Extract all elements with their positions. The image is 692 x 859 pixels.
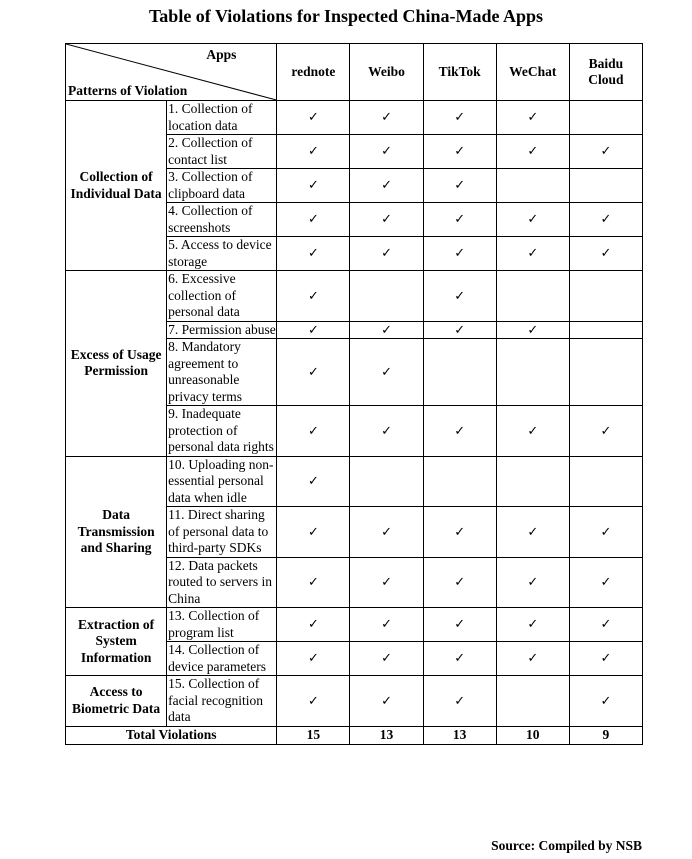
table-body: [66, 101, 643, 727]
app-header-baidu-cloud: Baidu Cloud: [569, 44, 642, 101]
mark-cell-weibo: [350, 135, 423, 169]
mark-cell-tiktok: [423, 101, 496, 135]
mark-cell-wechat: [496, 456, 569, 507]
checkmark-icon: ✓: [381, 650, 392, 666]
mark-cell-tiktok: [423, 456, 496, 507]
patterns-axis-label: Patterns of Violation: [68, 82, 188, 98]
checkmark-icon: ✓: [600, 422, 612, 438]
table-row: [66, 271, 643, 322]
mark-cell-tiktok: [423, 271, 496, 322]
mark-cell-rednote: [277, 406, 350, 457]
pattern-cell: 4. Collection of screenshots: [167, 203, 277, 237]
checkmark-icon: ✓: [454, 616, 466, 632]
mark-cell-tiktok: [423, 321, 496, 339]
mark-cell-baidu-cloud: [569, 101, 642, 135]
mark-cell-rednote: [277, 169, 350, 203]
mark-cell-tiktok: [423, 557, 496, 608]
mark-cell-wechat: [496, 507, 569, 558]
totals-row: [66, 726, 643, 744]
mark-cell-baidu-cloud: [569, 237, 642, 271]
checkmark-icon: ✓: [381, 574, 392, 589]
checkmark-icon: ✓: [307, 422, 319, 438]
checkmark-icon: ✓: [381, 422, 392, 438]
checkmark-icon: ✓: [307, 211, 319, 227]
violations-table: [65, 43, 643, 745]
checkmark-icon: ✓: [454, 321, 466, 337]
mark-cell-weibo: [350, 676, 423, 727]
mark-cell-weibo: [350, 237, 423, 271]
mark-cell-wechat: [496, 642, 569, 676]
category-cell: Collection of Individual Data: [66, 101, 167, 271]
total-weibo: 13: [350, 726, 423, 744]
checkmark-icon: ✓: [381, 321, 392, 337]
mark-cell-weibo: [350, 203, 423, 237]
pattern-cell: 10. Uploading non-essential personal data when idle: [167, 456, 277, 507]
mark-cell-wechat: [496, 237, 569, 271]
total-tiktok: 13: [423, 726, 496, 744]
checkmark-icon: ✓: [600, 143, 612, 159]
mark-cell-wechat: [496, 271, 569, 322]
checkmark-icon: ✓: [600, 692, 612, 708]
mark-cell-wechat: [496, 203, 569, 237]
mark-cell-tiktok: [423, 169, 496, 203]
mark-cell-rednote: [277, 339, 350, 406]
mark-cell-weibo: [350, 456, 423, 507]
checkmark-icon: ✓: [600, 616, 612, 632]
checkmark-icon: ✓: [307, 523, 319, 539]
mark-cell-baidu-cloud: [569, 676, 642, 727]
pattern-cell: 5. Access to device storage: [167, 237, 277, 271]
mark-cell-tiktok: [423, 339, 496, 406]
mark-cell-wechat: [496, 339, 569, 406]
mark-cell-weibo: [350, 642, 423, 676]
mark-cell-rednote: [277, 456, 350, 507]
mark-cell-baidu-cloud: [569, 339, 642, 406]
mark-cell-baidu-cloud: [569, 642, 642, 676]
checkmark-icon: ✓: [454, 287, 466, 303]
checkmark-icon: ✓: [381, 211, 392, 227]
table-title: Table of Violations for Inspected China-Made Apps: [148, 6, 544, 26]
pattern-cell: 15. Collection of facial recognition data: [167, 676, 277, 727]
mark-cell-weibo: [350, 271, 423, 322]
checkmark-icon: ✓: [527, 574, 539, 589]
checkmark-icon: ✓: [454, 422, 466, 438]
apps-axis-label: Apps: [206, 47, 237, 62]
pattern-cell: 2. Collection of contact list: [167, 135, 277, 169]
checkmark-icon: ✓: [600, 650, 612, 666]
checkmark-icon: ✓: [307, 177, 319, 193]
mark-cell-wechat: [496, 676, 569, 727]
pattern-cell: 13. Collection of program list: [167, 608, 277, 642]
pattern-cell: 9. Inadequate protection of personal data rights: [167, 406, 277, 457]
checkmark-icon: ✓: [381, 177, 392, 193]
mark-cell-wechat: [496, 101, 569, 135]
mark-cell-wechat: [496, 557, 569, 608]
checkmark-icon: ✓: [307, 287, 319, 303]
mark-cell-weibo: [350, 406, 423, 457]
mark-cell-baidu-cloud: [569, 321, 642, 339]
checkmark-icon: ✓: [600, 523, 612, 539]
mark-cell-tiktok: [423, 507, 496, 558]
mark-cell-rednote: [277, 271, 350, 322]
app-header-tiktok: TikTok: [423, 44, 496, 101]
category-cell: Excess of Usage Permission: [66, 271, 167, 457]
pattern-cell: 14. Collection of device parameters: [167, 642, 277, 676]
checkmark-icon: ✓: [600, 245, 612, 261]
checkmark-icon: ✓: [307, 692, 319, 708]
checkmark-icon: ✓: [454, 177, 466, 193]
mark-cell-baidu-cloud: [569, 169, 642, 203]
checkmark-icon: ✓: [527, 321, 539, 337]
mark-cell-baidu-cloud: [569, 456, 642, 507]
pattern-cell: 3. Collection of clipboard data: [167, 169, 277, 203]
checkmark-icon: ✓: [381, 245, 392, 261]
checkmark-icon: ✓: [527, 109, 539, 125]
mark-cell-rednote: [277, 557, 350, 608]
app-header-weibo: Weibo: [350, 44, 423, 101]
mark-cell-tiktok: [423, 642, 496, 676]
checkmark-icon: ✓: [454, 650, 466, 666]
mark-cell-tiktok: [423, 676, 496, 727]
mark-cell-baidu-cloud: [569, 203, 642, 237]
checkmark-icon: ✓: [527, 245, 539, 261]
table-row: [66, 608, 643, 642]
checkmark-icon: ✓: [600, 574, 612, 589]
table-row: [66, 456, 643, 507]
checkmark-icon: ✓: [454, 692, 466, 708]
checkmark-icon: ✓: [307, 321, 319, 337]
checkmark-icon: ✓: [527, 211, 539, 227]
mark-cell-baidu-cloud: [569, 557, 642, 608]
checkmark-icon: ✓: [307, 650, 319, 666]
mark-cell-rednote: [277, 203, 350, 237]
checkmark-icon: ✓: [454, 143, 466, 159]
checkmark-icon: ✓: [307, 473, 319, 488]
checkmark-icon: ✓: [307, 616, 319, 632]
mark-cell-baidu-cloud: [569, 608, 642, 642]
checkmark-icon: ✓: [381, 363, 392, 379]
mark-cell-weibo: [350, 507, 423, 558]
table-row: [66, 676, 643, 727]
checkmark-icon: ✓: [307, 143, 319, 159]
mark-cell-weibo: [350, 321, 423, 339]
checkmark-icon: ✓: [454, 574, 466, 589]
checkmark-icon: ✓: [527, 616, 539, 632]
checkmark-icon: ✓: [381, 523, 392, 539]
source-note: Source: Compiled by NSB: [491, 838, 642, 853]
mark-cell-rednote: [277, 507, 350, 558]
total-wechat: 10: [496, 726, 569, 744]
checkmark-icon: ✓: [454, 211, 466, 227]
checkmark-icon: ✓: [527, 143, 539, 159]
mark-cell-weibo: [350, 101, 423, 135]
pattern-cell: 6. Excessive collection of personal data: [167, 271, 277, 322]
total-violations-label: Total Violations: [66, 726, 277, 744]
mark-cell-rednote: [277, 608, 350, 642]
mark-cell-wechat: [496, 406, 569, 457]
mark-cell-baidu-cloud: [569, 406, 642, 457]
category-cell: Extraction of System Information: [66, 608, 167, 676]
mark-cell-tiktok: [423, 608, 496, 642]
checkmark-icon: ✓: [307, 109, 319, 125]
mark-cell-tiktok: [423, 135, 496, 169]
mark-cell-baidu-cloud: [569, 135, 642, 169]
checkmark-icon: ✓: [527, 523, 539, 539]
mark-cell-rednote: [277, 135, 350, 169]
total-rednote: 15: [277, 726, 350, 744]
checkmark-icon: ✓: [381, 616, 392, 632]
mark-cell-weibo: [350, 169, 423, 203]
mark-cell-wechat: [496, 135, 569, 169]
checkmark-icon: ✓: [527, 422, 539, 438]
mark-cell-rednote: [277, 237, 350, 271]
checkmark-icon: ✓: [454, 245, 466, 261]
mark-cell-weibo: [350, 557, 423, 608]
category-cell: Data Transmission and Sharing: [66, 456, 167, 608]
checkmark-icon: ✓: [454, 523, 466, 539]
checkmark-icon: ✓: [381, 692, 392, 708]
mark-cell-rednote: [277, 642, 350, 676]
pattern-cell: 11. Direct sharing of personal data to third-party SDKs: [167, 507, 277, 558]
checkmark-icon: ✓: [307, 245, 319, 261]
corner-header-cell: [66, 44, 277, 101]
pattern-cell: 8. Mandatory agreement to unreasonable privacy terms: [167, 339, 277, 406]
checkmark-icon: ✓: [381, 143, 392, 159]
checkmark-icon: ✓: [307, 574, 319, 589]
pattern-cell: 7. Permission abuse: [168, 321, 276, 337]
checkmark-icon: ✓: [600, 211, 612, 227]
mark-cell-tiktok: [423, 406, 496, 457]
mark-cell-rednote: [277, 321, 350, 339]
mark-cell-tiktok: [423, 203, 496, 237]
mark-cell-rednote: [277, 676, 350, 727]
mark-cell-wechat: [496, 321, 569, 339]
mark-cell-weibo: [350, 339, 423, 406]
app-header-wechat: WeChat: [496, 44, 569, 101]
checkmark-icon: ✓: [454, 109, 466, 125]
mark-cell-tiktok: [423, 237, 496, 271]
checkmark-icon: ✓: [527, 650, 539, 666]
mark-cell-baidu-cloud: [569, 507, 642, 558]
category-cell: Access to Biometric Data: [66, 676, 167, 727]
total-baidu-cloud: 9: [569, 726, 642, 744]
mark-cell-baidu-cloud: [569, 271, 642, 322]
pattern-cell: 1. Collection of location data: [167, 101, 277, 135]
mark-cell-weibo: [350, 608, 423, 642]
checkmark-icon: ✓: [381, 109, 392, 125]
mark-cell-wechat: [496, 608, 569, 642]
app-header-rednote: rednote: [277, 44, 350, 101]
header-row: [66, 44, 643, 101]
pattern-cell: 12. Data packets routed to servers in China: [167, 557, 277, 608]
checkmark-icon: ✓: [307, 363, 319, 379]
table-row: [66, 101, 643, 135]
mark-cell-wechat: [496, 169, 569, 203]
mark-cell-rednote: [277, 101, 350, 135]
